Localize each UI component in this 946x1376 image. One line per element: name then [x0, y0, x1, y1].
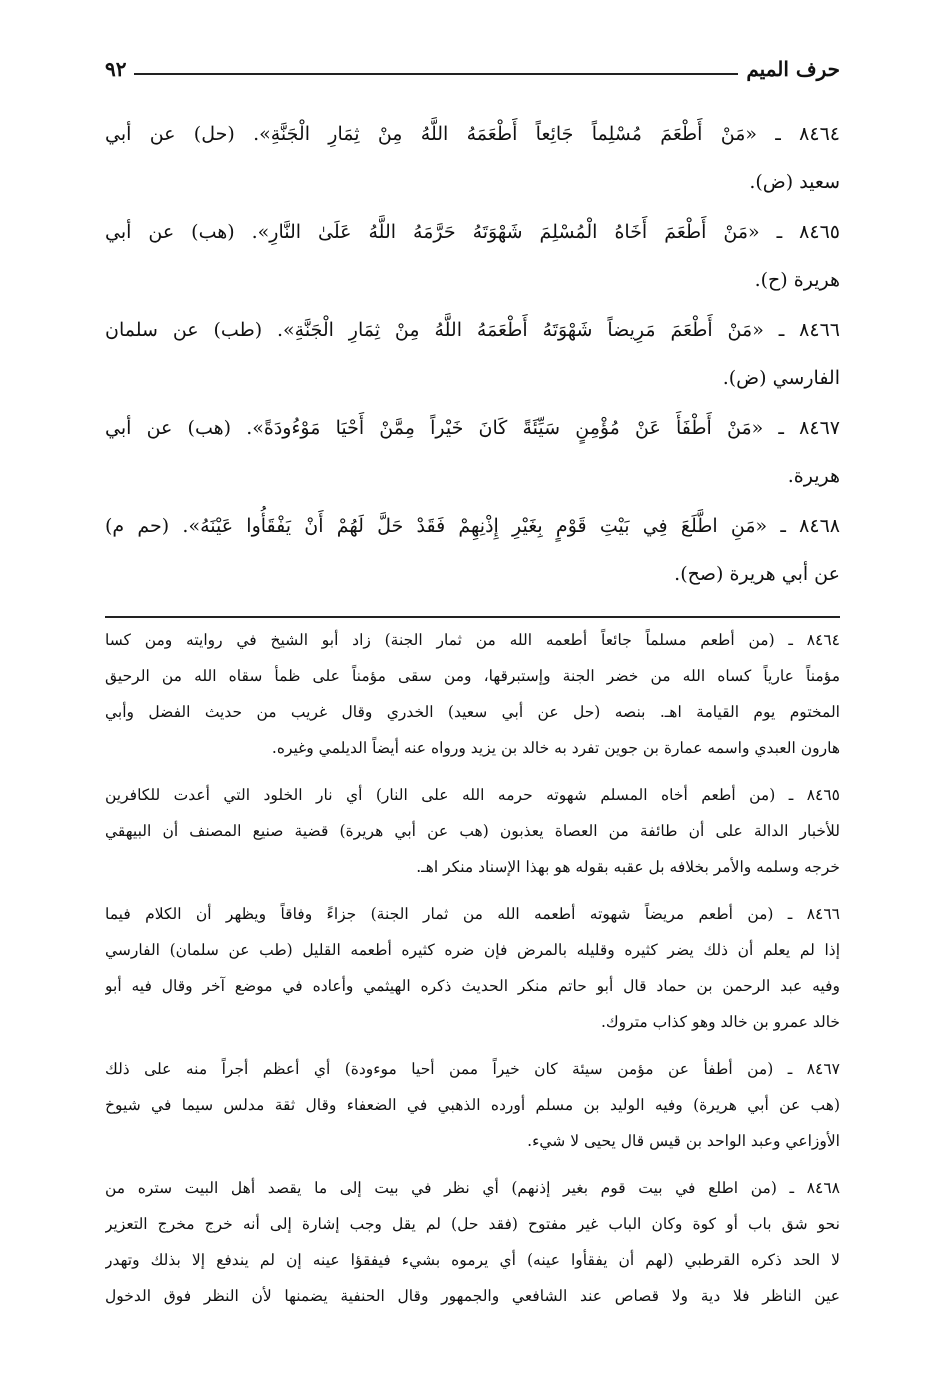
- commentary-note-line: هارون العبدي واسمه عمارة بن جوين تفرد به خالد بن يزيد ورواه عنه أيضاً الديلمي وغيره.: [271, 739, 840, 757]
- hadith-entry: [105, 404, 840, 500]
- hadith-entry-line: ٨٤٦٦ ـ «مَنْ أَطْعَمَ مَرِيضاً شَهْوَتَهُ أَطْعَمَهُ اللَّهُ مِنْ ثِمَارِ الْجَنَّةِ». (طب) عن سلمان: [105, 319, 840, 341]
- commentary-note-line: إذا لم يعلم أن ذلك يضر كثيره وقليله بالمرض فإن ضره كثيره أطعمه القليل (طب عن سلمان) الفارسي: [105, 941, 840, 959]
- hadith-entry-line: ٨٤٦٧ ـ «مَنْ أَطْفَأَ عَنْ مُؤْمِنٍ سَيِّئَةً كَانَ خَيْراً مِمَّنْ أَحْيَا مَوْءُودَةً». (هب) عن أبي: [105, 417, 840, 439]
- commentary-note-line: ٨٤٦٧ ـ (من أطفأ عن مؤمن سيئة كان خيراً ممن أحيا موءودة) أي أعظم أجراً منه على ذلك: [105, 1060, 840, 1078]
- page-number: ٩٢: [105, 57, 127, 81]
- commentary-note-line: عين الناظر فلا دية ولا قصاص عند الشافعي والجمهور وقال الحنفية يضمنها لأن النظر فوق الدخول: [105, 1287, 840, 1305]
- hadith-entry-line: هريرة.: [787, 465, 840, 487]
- commentary-note-line: للأخبار الدالة على أن طائفة من العصاة يعذبون (هب عن أبي هريرة) قضية صنيع المصنف أن البيهقي: [105, 822, 840, 840]
- hadith-entry-line: عن أبي هريرة (صح).: [674, 563, 840, 585]
- chapter-title: حرف الميم: [746, 57, 840, 81]
- hadith-entry-line: سعيد (ض).: [749, 171, 840, 193]
- commentary-notes: [105, 622, 840, 1325]
- hadith-entry-line: ٨٤٦٨ ـ «مَنِ اطَّلَعَ فِي بَيْتِ قَوْمٍ بِغَيْرِ إِذْنِهِمْ فَقَدْ حَلَّ لَهُمْ أَنْ يَفْقَأُوا عَيْنَهُ». (حم م): [105, 515, 840, 537]
- commentary-note: [105, 777, 840, 885]
- commentary-note-line: ٨٤٦٦ ـ (من أطعم مريضاً شهوته أطعمه الله من ثمار الجنة) جزاءً وفاقاً ويظهر أن الكلام فيما: [105, 905, 840, 923]
- page-header: [105, 52, 840, 86]
- commentary-note: [105, 622, 840, 766]
- hadith-entry-line: الفارسي (ض).: [722, 367, 840, 389]
- commentary-note-line: نحو شق باب أو كوة وكان الباب غير مفتوح (فقد حل) لم يقل وجب إشارة إلى أنه خرج مخرج التعزير: [105, 1215, 840, 1233]
- commentary-note-line: خرجه وسلمه والأمر بخلافه بل عقبه بقوله هو بهذا الإسناد منكر اهـ.: [416, 858, 840, 876]
- commentary-note-line: ٨٤٦٨ ـ (من اطلع في بيت قوم بغير إذنهم) أي نظر في بيت إلى ما يقصد أهل البيت ستره من: [105, 1179, 840, 1197]
- hadith-entry: [105, 110, 840, 206]
- commentary-note-line: ٨٤٦٥ ـ (من أطعم أخاه المسلم شهوته حرمه الله على النار) أي نار الخلود التي أعدت للكافرين: [105, 786, 840, 804]
- hadith-entry: [105, 502, 840, 598]
- hadith-entry: [105, 208, 840, 304]
- commentary-note-line: ٨٤٦٤ ـ (من أطعم مسلماً جائعاً أطعمه الله من ثمار الجنة) زاد أبو الشيخ في روايته ومن كسا: [105, 631, 840, 649]
- commentary-note: [105, 896, 840, 1040]
- commentary-note-line: لا الحد ذكره القرطبي (لهم أن يفقأوا عينه) أي يرموه بشيء فيفقؤا عينه إن لم يندفع إلا بذلك وتهدر: [105, 1251, 840, 1269]
- hadith-entry-line: ٨٤٦٤ ـ «مَنْ أَطْعَمَ مُسْلِماً جَائِعاً أَطْعَمَهُ اللَّهُ مِنْ ثِمَارِ الْجَنَّةِ». (حل) عن أبي: [105, 123, 840, 145]
- hadith-entry-line: هريرة (ح).: [754, 269, 840, 291]
- commentary-note: [105, 1170, 840, 1314]
- commentary-note-line: الأوزاعي وعبد الواحد بن قيس قال يحيى لا شيء.: [527, 1132, 840, 1150]
- hadith-entry-line: ٨٤٦٥ ـ «مَنْ أَطْعَمَ أَخَاهُ الْمُسْلِمَ شَهْوَتَهُ حَرَّمَهُ اللَّهُ عَلَىٰ النَّارِ». (هب) عن أبي: [105, 221, 840, 243]
- commentary-note-line: (هب عن أبي هريرة) وفيه الوليد بن مسلم أورده الذهبي في الضعفاء وقال ثقة مدلس سيما في شيوخ: [105, 1096, 840, 1114]
- footnote-separator: [105, 616, 840, 618]
- hadith-entry: [105, 306, 840, 402]
- header-rule: [134, 73, 738, 75]
- commentary-note: [105, 1051, 840, 1159]
- commentary-note-line: مؤمناً عارياً كساه الله من خضر الجنة وإستبرقها، ومن سقى مؤمناً على ظمأ سقاه الله من الرحيق: [105, 667, 840, 685]
- commentary-note-line: وفيه عبد الرحمن بن حماد قال أبو حاتم منكر الحديث ذكره الهيثمي وأعاده في موضع آخر وقال فيه أبو: [105, 977, 840, 995]
- hadith-entries: [105, 110, 840, 600]
- commentary-note-line: المختوم يوم القيامة اهـ. بنصه (حل عن أبي سعيد) الخدري وقال غريب من حديث الفضل وأبي: [105, 703, 840, 721]
- commentary-note-line: خالد عمرو بن خالد وهو كذاب متروك.: [600, 1013, 840, 1031]
